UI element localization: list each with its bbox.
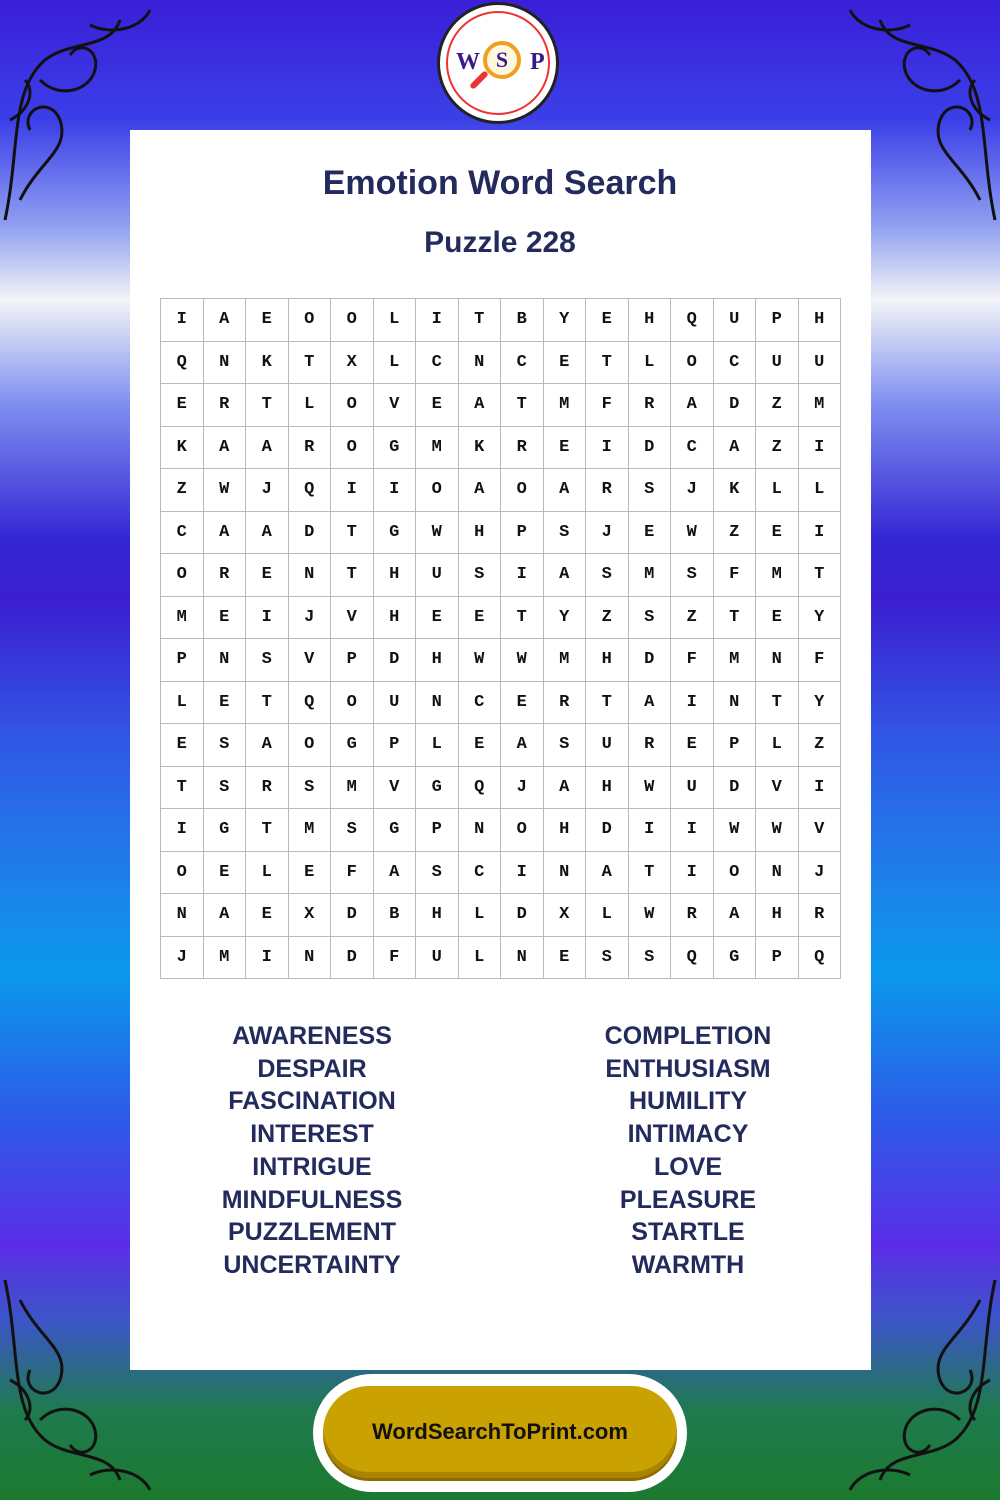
grid-cell[interactable]: N bbox=[714, 682, 757, 725]
grid-cell[interactable]: S bbox=[289, 767, 332, 810]
grid-cell[interactable]: X bbox=[289, 894, 332, 937]
grid-cell[interactable]: P bbox=[756, 937, 799, 980]
grid-cell[interactable]: A bbox=[459, 384, 502, 427]
word-list-item: DESPAIR bbox=[257, 1054, 367, 1083]
grid-cell[interactable]: G bbox=[416, 767, 459, 810]
grid-cell[interactable]: Q bbox=[671, 937, 714, 980]
grid-cell[interactable]: T bbox=[714, 597, 757, 640]
grid-cell[interactable]: S bbox=[629, 469, 672, 512]
grid-cell[interactable]: E bbox=[501, 682, 544, 725]
grid-cell[interactable]: T bbox=[331, 512, 374, 555]
grid-cell[interactable]: U bbox=[714, 299, 757, 342]
magnifier-icon: S bbox=[483, 41, 521, 79]
grid-cell[interactable]: Z bbox=[799, 724, 842, 767]
grid-cell[interactable]: Z bbox=[714, 512, 757, 555]
grid-cell[interactable]: S bbox=[331, 809, 374, 852]
grid-cell[interactable]: D bbox=[629, 427, 672, 470]
grid-cell[interactable]: W bbox=[714, 809, 757, 852]
grid-cell[interactable]: T bbox=[459, 299, 502, 342]
grid-cell[interactable]: M bbox=[629, 554, 672, 597]
grid-cell[interactable]: O bbox=[161, 852, 204, 895]
grid-cell[interactable]: R bbox=[799, 894, 842, 937]
grid-cell[interactable]: E bbox=[161, 724, 204, 767]
grid-cell[interactable]: L bbox=[374, 342, 417, 385]
grid-cell[interactable]: N bbox=[289, 937, 332, 980]
grid-cell[interactable]: K bbox=[714, 469, 757, 512]
grid-cell[interactable]: T bbox=[501, 384, 544, 427]
grid-cell[interactable]: S bbox=[671, 554, 714, 597]
grid-cell[interactable]: T bbox=[501, 597, 544, 640]
grid-cell[interactable]: E bbox=[459, 597, 502, 640]
grid-cell[interactable]: C bbox=[161, 512, 204, 555]
grid-cell[interactable]: E bbox=[246, 554, 289, 597]
grid-cell[interactable]: Z bbox=[161, 469, 204, 512]
grid-cell[interactable]: M bbox=[289, 809, 332, 852]
grid-cell[interactable]: T bbox=[586, 682, 629, 725]
grid-cell[interactable]: N bbox=[756, 639, 799, 682]
grid-cell[interactable]: U bbox=[799, 342, 842, 385]
grid-cell[interactable]: J bbox=[799, 852, 842, 895]
grid-cell[interactable]: D bbox=[714, 767, 757, 810]
logo-letter-p: P bbox=[530, 49, 545, 75]
grid-cell[interactable]: J bbox=[671, 469, 714, 512]
grid-cell[interactable]: N bbox=[459, 342, 502, 385]
grid-cell[interactable]: N bbox=[204, 342, 247, 385]
grid-cell[interactable]: T bbox=[586, 342, 629, 385]
grid-cell[interactable]: W bbox=[416, 512, 459, 555]
grid-cell[interactable]: T bbox=[246, 809, 289, 852]
grid-cell[interactable]: R bbox=[629, 384, 672, 427]
grid-cell[interactable]: Q bbox=[799, 937, 842, 980]
grid-cell[interactable]: D bbox=[289, 512, 332, 555]
grid-cell[interactable]: D bbox=[331, 937, 374, 980]
grid-cell[interactable]: K bbox=[459, 427, 502, 470]
grid-cell[interactable]: G bbox=[374, 809, 417, 852]
page-title: Emotion Word Search bbox=[322, 164, 678, 202]
grid-cell[interactable]: V bbox=[756, 767, 799, 810]
grid-cell[interactable]: I bbox=[799, 512, 842, 555]
grid-cell[interactable]: O bbox=[289, 299, 332, 342]
grid-cell[interactable]: S bbox=[246, 639, 289, 682]
grid-cell[interactable]: A bbox=[459, 469, 502, 512]
grid-cell[interactable]: J bbox=[246, 469, 289, 512]
grid-cell[interactable]: L bbox=[246, 852, 289, 895]
grid-cell[interactable]: E bbox=[416, 597, 459, 640]
word-list-item: FASCINATION bbox=[228, 1087, 396, 1116]
grid-cell[interactable]: D bbox=[331, 894, 374, 937]
grid-cell[interactable]: A bbox=[714, 894, 757, 937]
grid-cell[interactable]: I bbox=[501, 554, 544, 597]
grid-cell[interactable]: V bbox=[289, 639, 332, 682]
grid-cell[interactable]: G bbox=[204, 809, 247, 852]
word-list-item: ENTHUSIASM bbox=[605, 1054, 771, 1083]
grid-cell[interactable]: L bbox=[289, 384, 332, 427]
grid-cell[interactable]: I bbox=[161, 809, 204, 852]
grid-cell[interactable]: J bbox=[586, 512, 629, 555]
grid-cell[interactable]: N bbox=[289, 554, 332, 597]
word-list-item: WARMTH bbox=[631, 1250, 745, 1279]
grid-cell[interactable]: H bbox=[799, 299, 842, 342]
grid-cell[interactable]: O bbox=[331, 427, 374, 470]
grid-cell[interactable]: N bbox=[161, 894, 204, 937]
grid-cell[interactable]: L bbox=[756, 469, 799, 512]
letter-grid bbox=[160, 298, 841, 979]
grid-cell[interactable]: F bbox=[586, 384, 629, 427]
grid-cell[interactable]: U bbox=[374, 682, 417, 725]
grid-cell[interactable]: E bbox=[629, 512, 672, 555]
grid-cell[interactable]: H bbox=[374, 597, 417, 640]
grid-cell[interactable]: I bbox=[416, 299, 459, 342]
grid-cell[interactable]: M bbox=[331, 767, 374, 810]
grid-cell[interactable]: T bbox=[799, 554, 842, 597]
grid-cell[interactable]: H bbox=[416, 639, 459, 682]
word-list-item: UNCERTAINTY bbox=[223, 1250, 401, 1279]
grid-cell[interactable]: W bbox=[501, 639, 544, 682]
grid-cell[interactable]: P bbox=[416, 809, 459, 852]
grid-cell[interactable]: L bbox=[416, 724, 459, 767]
grid-cell[interactable]: T bbox=[331, 554, 374, 597]
grid-cell[interactable]: A bbox=[204, 427, 247, 470]
grid-cell[interactable]: D bbox=[629, 639, 672, 682]
grid-cell[interactable]: Z bbox=[756, 427, 799, 470]
grid-cell[interactable]: C bbox=[671, 427, 714, 470]
grid-cell[interactable]: H bbox=[459, 512, 502, 555]
grid-cell[interactable]: M bbox=[799, 384, 842, 427]
grid-cell[interactable]: O bbox=[289, 724, 332, 767]
grid-cell[interactable]: M bbox=[714, 639, 757, 682]
word-list-left bbox=[162, 1020, 462, 1282]
word-list-item: PUZZLEMENT bbox=[227, 1218, 397, 1247]
grid-cell[interactable]: R bbox=[204, 554, 247, 597]
grid-cell[interactable]: I bbox=[161, 299, 204, 342]
grid-cell[interactable]: H bbox=[629, 299, 672, 342]
grid-cell[interactable]: M bbox=[161, 597, 204, 640]
grid-cell[interactable]: A bbox=[204, 512, 247, 555]
grid-cell[interactable]: Z bbox=[586, 597, 629, 640]
word-list-item: MINDFULNESS bbox=[221, 1185, 403, 1214]
grid-cell[interactable]: D bbox=[714, 384, 757, 427]
grid-cell[interactable]: M bbox=[416, 427, 459, 470]
grid-cell[interactable]: O bbox=[161, 554, 204, 597]
grid-cell[interactable]: H bbox=[374, 554, 417, 597]
grid-cell[interactable]: U bbox=[756, 342, 799, 385]
grid-cell[interactable]: R bbox=[544, 682, 587, 725]
grid-cell[interactable]: Q bbox=[671, 299, 714, 342]
grid-cell[interactable]: A bbox=[544, 767, 587, 810]
grid-cell[interactable]: P bbox=[756, 299, 799, 342]
grid-cell[interactable]: A bbox=[629, 682, 672, 725]
grid-cell[interactable]: R bbox=[629, 724, 672, 767]
grid-cell[interactable]: L bbox=[629, 342, 672, 385]
grid-cell[interactable]: A bbox=[246, 427, 289, 470]
grid-cell[interactable]: S bbox=[586, 554, 629, 597]
puzzle-number: Puzzle 228 bbox=[424, 226, 576, 259]
word-list-item: INTRIGUE bbox=[252, 1152, 372, 1181]
grid-cell[interactable]: Q bbox=[289, 469, 332, 512]
grid-cell[interactable]: X bbox=[331, 342, 374, 385]
grid-cell[interactable]: W bbox=[629, 767, 672, 810]
grid-cell[interactable]: Y bbox=[799, 597, 842, 640]
grid-cell[interactable]: L bbox=[459, 894, 502, 937]
grid-cell[interactable]: X bbox=[544, 894, 587, 937]
grid-cell[interactable]: W bbox=[671, 512, 714, 555]
grid-cell[interactable]: E bbox=[204, 852, 247, 895]
grid-cell[interactable]: I bbox=[374, 469, 417, 512]
grid-cell[interactable]: R bbox=[501, 427, 544, 470]
grid-cell[interactable]: Z bbox=[671, 597, 714, 640]
grid-cell[interactable]: C bbox=[714, 342, 757, 385]
grid-cell[interactable]: G bbox=[331, 724, 374, 767]
grid-cell[interactable]: S bbox=[544, 512, 587, 555]
grid-cell[interactable]: S bbox=[204, 767, 247, 810]
grid-cell[interactable]: W bbox=[756, 809, 799, 852]
grid-cell[interactable]: P bbox=[374, 724, 417, 767]
grid-cell[interactable]: A bbox=[501, 724, 544, 767]
grid-cell[interactable]: L bbox=[161, 682, 204, 725]
grid-cell[interactable]: O bbox=[331, 299, 374, 342]
grid-cell[interactable]: R bbox=[246, 767, 289, 810]
grid-cell[interactable]: F bbox=[374, 937, 417, 980]
grid-cell[interactable]: U bbox=[586, 724, 629, 767]
grid-cell[interactable]: T bbox=[246, 384, 289, 427]
grid-cell[interactable]: E bbox=[204, 597, 247, 640]
grid-cell[interactable]: J bbox=[161, 937, 204, 980]
grid-cell[interactable]: K bbox=[246, 342, 289, 385]
grid-cell[interactable]: Q bbox=[289, 682, 332, 725]
grid-cell[interactable]: G bbox=[714, 937, 757, 980]
grid-cell[interactable]: R bbox=[289, 427, 332, 470]
grid-cell[interactable]: F bbox=[331, 852, 374, 895]
grid-cell[interactable]: S bbox=[629, 937, 672, 980]
grid-cell[interactable]: N bbox=[544, 852, 587, 895]
grid-cell[interactable]: A bbox=[671, 384, 714, 427]
grid-cell[interactable]: J bbox=[289, 597, 332, 640]
grid-cell[interactable]: A bbox=[544, 554, 587, 597]
grid-cell[interactable]: Q bbox=[161, 342, 204, 385]
grid-cell[interactable]: R bbox=[671, 894, 714, 937]
grid-cell[interactable]: D bbox=[374, 639, 417, 682]
grid-cell[interactable]: N bbox=[501, 937, 544, 980]
grid-cell[interactable]: I bbox=[629, 809, 672, 852]
grid-cell[interactable]: I bbox=[586, 427, 629, 470]
grid-cell[interactable]: B bbox=[501, 299, 544, 342]
grid-cell[interactable]: T bbox=[246, 682, 289, 725]
grid-cell[interactable]: J bbox=[501, 767, 544, 810]
grid-cell[interactable]: I bbox=[246, 937, 289, 980]
grid-cell[interactable]: M bbox=[204, 937, 247, 980]
grid-cell[interactable]: G bbox=[374, 512, 417, 555]
footer-badge bbox=[313, 1374, 687, 1492]
grid-cell[interactable]: M bbox=[756, 554, 799, 597]
grid-cell[interactable]: E bbox=[246, 894, 289, 937]
grid-cell[interactable]: I bbox=[501, 852, 544, 895]
grid-cell[interactable]: E bbox=[459, 724, 502, 767]
grid-cell[interactable]: N bbox=[756, 852, 799, 895]
grid-cell[interactable]: A bbox=[246, 512, 289, 555]
grid-cell[interactable]: E bbox=[756, 512, 799, 555]
grid-cell[interactable]: C bbox=[459, 682, 502, 725]
grid-cell[interactable]: E bbox=[544, 342, 587, 385]
grid-cell[interactable]: S bbox=[586, 937, 629, 980]
word-list-item: AWARENESS bbox=[232, 1022, 392, 1050]
word-list-right bbox=[538, 1020, 838, 1282]
grid-cell[interactable]: H bbox=[756, 894, 799, 937]
grid-cell[interactable]: S bbox=[629, 597, 672, 640]
grid-cell[interactable]: S bbox=[544, 724, 587, 767]
grid-cell[interactable]: T bbox=[756, 682, 799, 725]
grid-cell[interactable]: T bbox=[629, 852, 672, 895]
grid-cell[interactable]: H bbox=[544, 809, 587, 852]
grid-cell[interactable]: W bbox=[204, 469, 247, 512]
grid-cell[interactable]: E bbox=[586, 299, 629, 342]
grid-cell[interactable]: I bbox=[331, 469, 374, 512]
word-list-item: HUMILITY bbox=[628, 1087, 748, 1116]
grid-cell[interactable]: P bbox=[501, 512, 544, 555]
grid-cell[interactable]: A bbox=[246, 724, 289, 767]
grid-cell[interactable]: T bbox=[289, 342, 332, 385]
grid-cell[interactable]: H bbox=[586, 639, 629, 682]
grid-cell[interactable]: T bbox=[161, 767, 204, 810]
grid-cell[interactable]: V bbox=[799, 809, 842, 852]
grid-cell[interactable]: W bbox=[629, 894, 672, 937]
grid-cell[interactable]: K bbox=[161, 427, 204, 470]
word-list-item: STARTLE bbox=[631, 1218, 745, 1247]
grid-cell[interactable]: Y bbox=[544, 597, 587, 640]
grid-cell[interactable]: E bbox=[289, 852, 332, 895]
grid-cell[interactable]: M bbox=[544, 384, 587, 427]
grid-cell[interactable]: B bbox=[374, 894, 417, 937]
grid-cell[interactable]: O bbox=[501, 809, 544, 852]
grid-cell[interactable]: I bbox=[671, 852, 714, 895]
grid-cell[interactable]: P bbox=[331, 639, 374, 682]
grid-cell[interactable]: S bbox=[204, 724, 247, 767]
grid-cell[interactable]: E bbox=[246, 299, 289, 342]
grid-cell[interactable]: E bbox=[161, 384, 204, 427]
grid-cell[interactable]: I bbox=[246, 597, 289, 640]
grid-cell[interactable]: C bbox=[501, 342, 544, 385]
grid-cell[interactable]: G bbox=[374, 427, 417, 470]
grid-cell[interactable]: I bbox=[671, 682, 714, 725]
website-link-button[interactable]: WordSearchToPrint.com bbox=[323, 1386, 677, 1478]
grid-cell[interactable]: R bbox=[586, 469, 629, 512]
grid-cell[interactable]: R bbox=[204, 384, 247, 427]
grid-cell[interactable]: C bbox=[459, 852, 502, 895]
grid-cell[interactable]: P bbox=[161, 639, 204, 682]
grid-cell[interactable]: O bbox=[501, 469, 544, 512]
word-list-item: LOVE bbox=[653, 1152, 723, 1181]
grid-cell[interactable]: H bbox=[586, 767, 629, 810]
grid-cell[interactable]: L bbox=[756, 724, 799, 767]
grid-cell[interactable]: O bbox=[714, 852, 757, 895]
word-list-item: INTIMACY bbox=[627, 1120, 749, 1149]
grid-cell[interactable]: V bbox=[374, 384, 417, 427]
grid-cell[interactable]: N bbox=[204, 639, 247, 682]
grid-cell[interactable]: A bbox=[374, 852, 417, 895]
grid-cell[interactable]: C bbox=[416, 342, 459, 385]
grid-cell[interactable]: A bbox=[204, 299, 247, 342]
grid-cell[interactable]: A bbox=[586, 852, 629, 895]
grid-cell[interactable]: A bbox=[714, 427, 757, 470]
grid-cell[interactable]: M bbox=[544, 639, 587, 682]
grid-cell[interactable]: F bbox=[671, 639, 714, 682]
grid-cell[interactable]: Z bbox=[756, 384, 799, 427]
grid-cell[interactable]: I bbox=[799, 767, 842, 810]
grid-cell[interactable]: O bbox=[331, 384, 374, 427]
grid-cell[interactable]: P bbox=[714, 724, 757, 767]
grid-cell[interactable]: O bbox=[416, 469, 459, 512]
grid-cell[interactable]: S bbox=[459, 554, 502, 597]
grid-cell[interactable]: L bbox=[586, 894, 629, 937]
grid-cell[interactable]: N bbox=[459, 809, 502, 852]
grid-cell[interactable]: A bbox=[204, 894, 247, 937]
grid-cell[interactable]: V bbox=[331, 597, 374, 640]
grid-cell[interactable]: E bbox=[756, 597, 799, 640]
grid-cell[interactable]: D bbox=[501, 894, 544, 937]
grid-cell[interactable]: A bbox=[544, 469, 587, 512]
grid-cell[interactable]: N bbox=[416, 682, 459, 725]
grid-cell[interactable]: F bbox=[799, 639, 842, 682]
word-list-item: INTEREST bbox=[250, 1120, 374, 1149]
grid-cell[interactable]: U bbox=[671, 767, 714, 810]
wsp-logo[interactable] bbox=[437, 2, 559, 124]
grid-cell[interactable]: L bbox=[374, 299, 417, 342]
grid-cell[interactable]: Y bbox=[799, 682, 842, 725]
grid-cell[interactable]: Y bbox=[544, 299, 587, 342]
grid-cell[interactable]: Q bbox=[459, 767, 502, 810]
grid-cell[interactable]: D bbox=[586, 809, 629, 852]
logo-letter-w: W bbox=[456, 49, 480, 75]
grid-cell[interactable]: F bbox=[714, 554, 757, 597]
grid-cell[interactable]: O bbox=[331, 682, 374, 725]
grid-cell[interactable]: E bbox=[416, 384, 459, 427]
grid-cell[interactable]: E bbox=[671, 724, 714, 767]
grid-cell[interactable]: S bbox=[416, 852, 459, 895]
grid-cell[interactable]: E bbox=[544, 427, 587, 470]
grid-cell[interactable]: I bbox=[799, 427, 842, 470]
word-list-item: PLEASURE bbox=[619, 1185, 757, 1214]
grid-cell[interactable]: W bbox=[459, 639, 502, 682]
word-list-item: COMPLETION bbox=[604, 1022, 772, 1050]
grid-cell[interactable]: L bbox=[799, 469, 842, 512]
grid-cell[interactable]: E bbox=[544, 937, 587, 980]
grid-cell[interactable]: V bbox=[374, 767, 417, 810]
grid-cell[interactable]: E bbox=[204, 682, 247, 725]
grid-cell[interactable]: L bbox=[459, 937, 502, 980]
grid-cell[interactable]: U bbox=[416, 937, 459, 980]
grid-cell[interactable]: O bbox=[671, 342, 714, 385]
grid-cell[interactable]: U bbox=[416, 554, 459, 597]
grid-cell[interactable]: H bbox=[416, 894, 459, 937]
grid-cell[interactable]: I bbox=[671, 809, 714, 852]
